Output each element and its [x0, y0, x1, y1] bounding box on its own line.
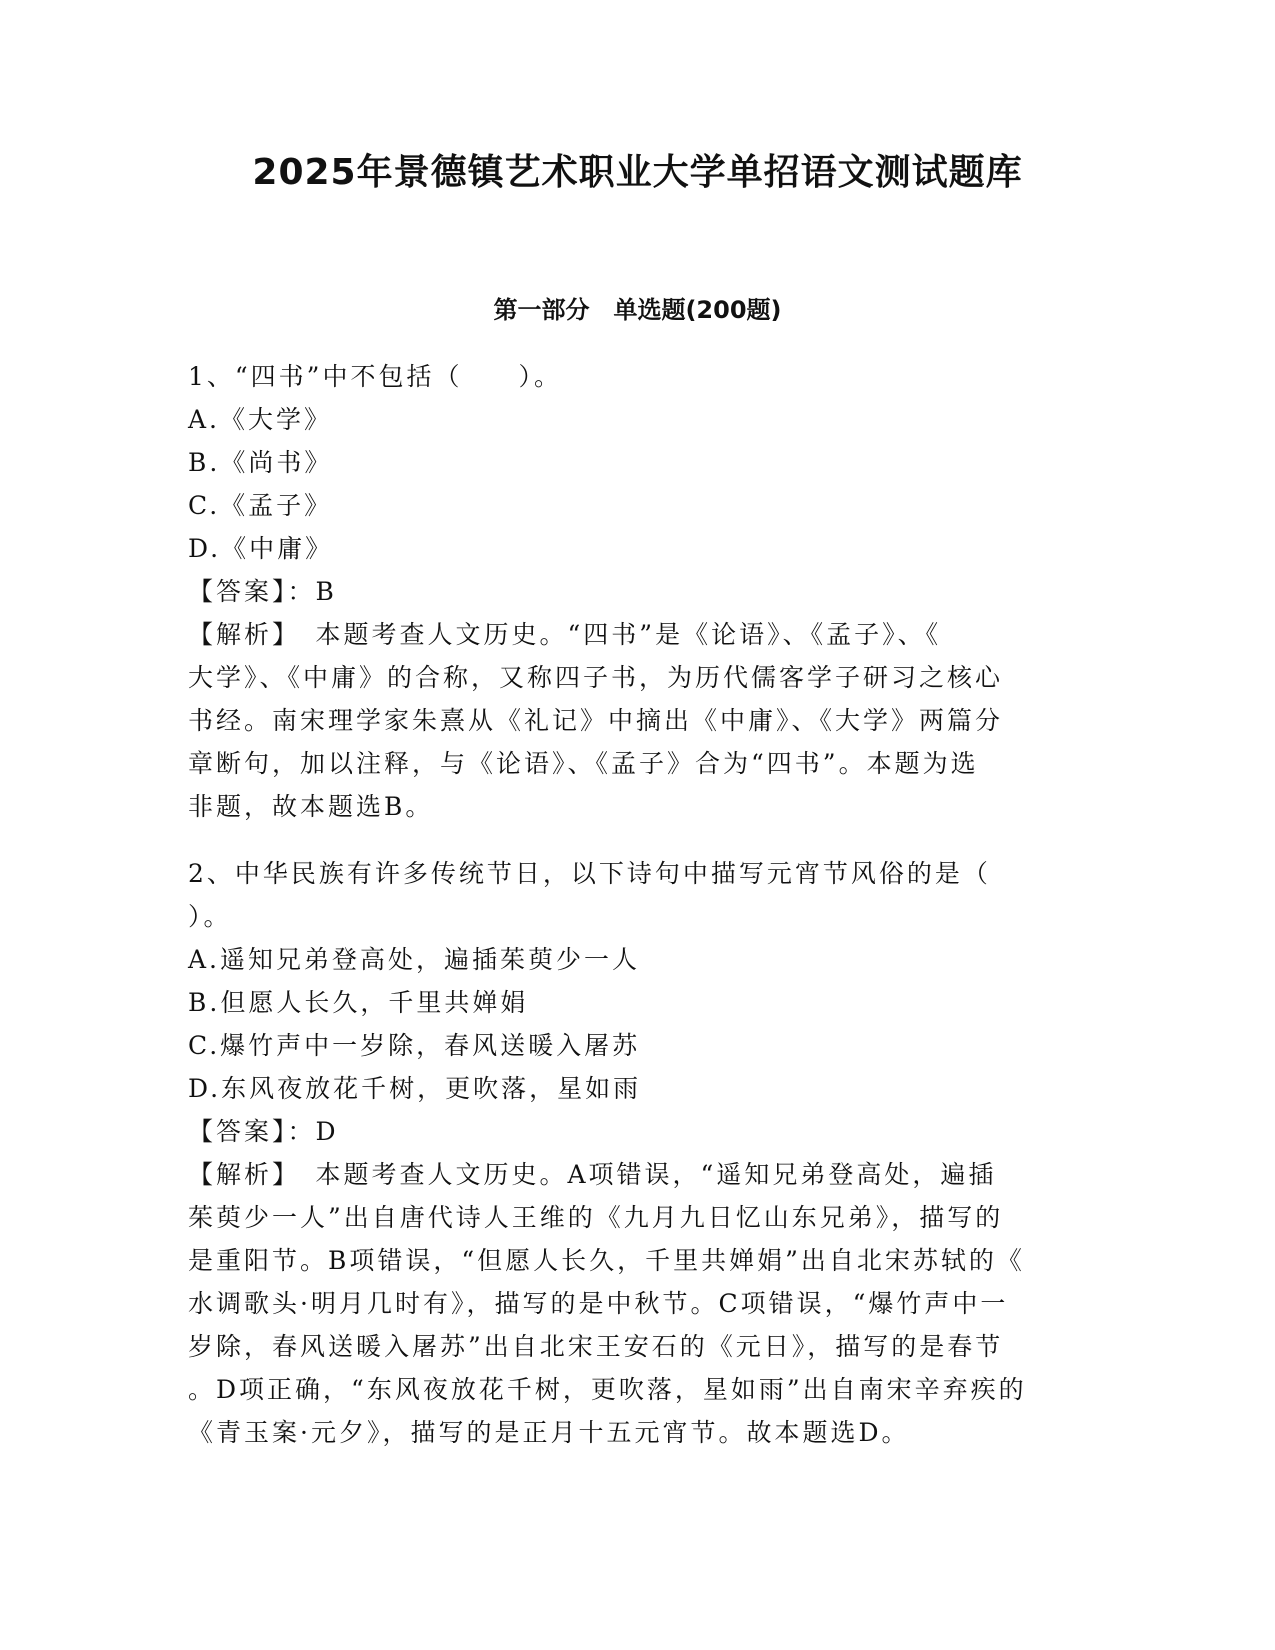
analysis-line: 茱萸少一人”出自唐代诗人王维的《九月九日忆山东兄弟》，描写的	[188, 1203, 1004, 1232]
analysis-line: 是重阳节。B项错误，“但愿人长久，千里共婵娟”出自北宋苏轼的《	[188, 1246, 1025, 1275]
question-list	[188, 355, 1088, 1478]
analysis-line: 书经。南宋理学家朱熹从《礼记》中摘出《中庸》、《大学》两篇分	[188, 706, 1004, 735]
answer: 【答案】：B	[188, 577, 337, 606]
section-title: 第一部分 单选题(200题)	[493, 296, 782, 324]
analysis-line: 【解析】 本题考查人文历史。A项错误，“遥知兄弟登高处，遍插	[188, 1160, 997, 1189]
analysis-line: 非题，故本题选B。	[188, 792, 434, 821]
option-d: D.《中庸》	[188, 534, 334, 563]
analysis-line: 大学》、《中庸》的合称，又称四子书，为历代儒客学子研习之核心	[188, 663, 1004, 692]
analysis-line: 水调歌头·明月几时有》，描写的是中秋节。C项错误，“爆竹声中一	[188, 1289, 1009, 1318]
question-1	[188, 355, 1088, 828]
answer: 【答案】：D	[188, 1117, 339, 1146]
option-a: A.《大学》	[188, 405, 333, 434]
question-stem: 2、中华民族有许多传统节日，以下诗句中描写元宵节风俗的是（	[188, 859, 991, 888]
option-c: C.爆竹声中一岁除，春风送暖入屠苏	[188, 1031, 641, 1060]
option-c: C.《孟子》	[188, 491, 333, 520]
option-b: B.《尚书》	[188, 448, 333, 477]
document-title: 2025年景德镇艺术职业大学单招语文测试题库	[252, 152, 1023, 193]
analysis-line: 岁除，春风送暖入屠苏”出自北宋王安石的《元日》，描写的是春节	[188, 1332, 1004, 1361]
option-b: B.但愿人长久，千里共婵娟	[188, 988, 529, 1017]
analysis-line: 。D项正确，“东风夜放花千树，更吹落，星如雨”出自南宋辛弃疾的	[188, 1375, 1027, 1404]
option-d: D.东风夜放花千树，更吹落，星如雨	[188, 1074, 642, 1103]
option-a: A.遥知兄弟登高处，遍插茱萸少一人	[188, 945, 641, 974]
analysis-line: 【解析】 本题考查人文历史。“四书”是《论语》、《孟子》、《	[188, 620, 942, 649]
question-stem: 1、“四书”中不包括（ ）。	[188, 362, 562, 391]
analysis-line: 章断句，加以注释，与《论语》、《孟子》合为“四书”。本题为选	[188, 749, 979, 778]
question-stem-continued: ）。	[188, 902, 232, 931]
question-2	[188, 852, 1088, 1454]
analysis-line: 《青玉案·元夕》，描写的是正月十五元宵节。故本题选D。	[188, 1418, 910, 1447]
